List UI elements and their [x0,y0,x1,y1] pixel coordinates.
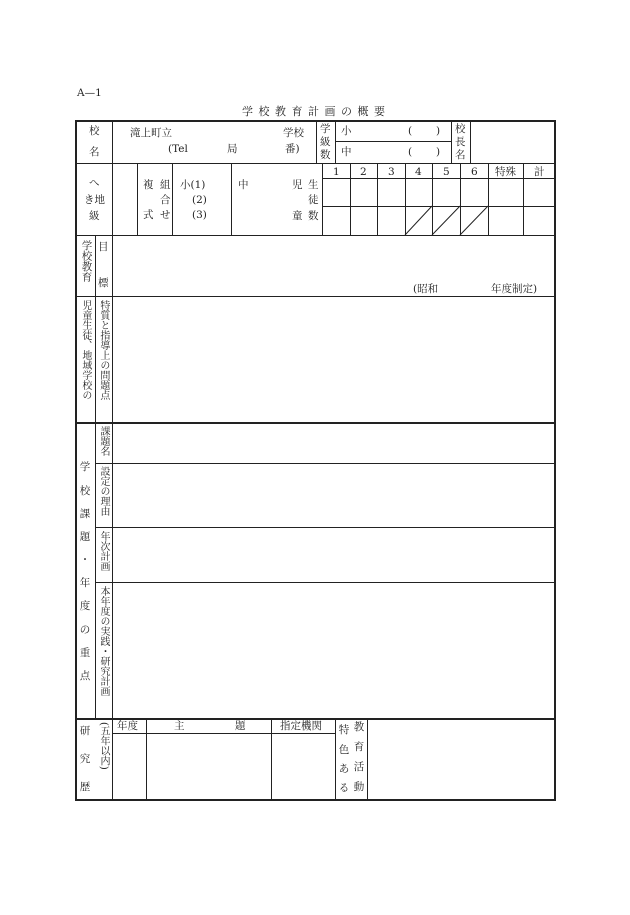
students-label-to: 徒 [308,194,319,206]
school-number-label-2: 番) [285,143,300,155]
page-title: 学 校 教 育 計 画 の 概 要 [242,105,386,118]
grade-header-5: 5 [443,166,450,178]
school-issues-char-3: 課 [79,508,91,520]
combined-label-shiki: 式 [143,209,154,221]
junior-high-paren-close: ) [436,146,441,158]
remote-label-2: き地 [84,194,105,206]
school-name-label-1: 校 [89,125,100,137]
exchange-label: 局 [227,143,238,155]
grade-header-total: 計 [534,166,545,178]
school-number-label-1: 学校 [283,127,304,139]
research-history-sub-label: (五年以内) [98,722,109,770]
elementary-label: 小 [341,125,352,137]
classes-label-1: 学 [320,123,331,135]
special-activity-char-3: あ [338,763,350,775]
school-issues-char-2: 校 [79,485,91,497]
research-history-char-1: 研 [79,725,91,737]
students-label-dou: 童 [292,210,303,222]
grade-header-special: 特殊 [495,166,516,178]
principal-label-1: 校 [455,123,466,135]
school-issues-char-10: 点 [79,670,91,682]
combined-label-fuku: 複 [143,179,154,191]
grade-header-4: 4 [415,166,422,178]
town-name: 滝上町立 [130,127,172,139]
special-activity-char-4: る [338,782,350,794]
principal-label-2: 長 [455,136,466,148]
classes-label-3: 数 [320,149,331,161]
reason-label: 設定の理由 [98,466,109,516]
grade-header-3: 3 [388,166,395,178]
goal-label-top: 目 [98,241,109,253]
school-issues-char-1: 学 [79,461,91,473]
students-label-suu: 数 [308,210,319,222]
special-activity-char-1: 特 [338,724,350,736]
school-issues-char-9: 重 [79,647,91,659]
tel-label: (Tel [168,143,188,155]
research-theme-header-2: 題 [235,720,246,732]
students-label-ji: 児 [292,179,303,191]
document-code: A—1 [77,87,102,99]
school-education-label: 学校教育 [80,240,93,282]
combined-elementary-2: (2) [192,194,207,206]
issue-name-label: 課題名 [98,426,109,456]
junior-high-paren-open: ( [408,146,413,158]
combined-label-ai: 合 [160,194,171,206]
special-activity-char-6: 育 [353,741,365,753]
elementary-paren-close: ) [436,125,441,137]
goal-label-bottom: 標 [98,277,109,289]
special-activity-char-2: 色 [338,744,350,756]
special-activity-char-8: 動 [353,781,365,793]
established-prefix: (昭和 [413,283,439,295]
school-issues-char-6: 年 [79,577,91,589]
special-activity-char-7: 活 [353,761,365,773]
classes-label-2: 級 [320,136,331,148]
elementary-paren-open: ( [408,125,413,137]
research-history-char-3: 歴 [79,781,91,793]
combined-label-se: せ [160,209,171,221]
students-label-sei: 生 [308,179,319,191]
diagonal-mark-grade-4 [405,206,432,235]
grade-header-2: 2 [360,166,367,178]
remote-label-3: 級 [89,210,100,222]
junior-high-label: 中 [341,146,352,158]
grade-header-1: 1 [333,166,340,178]
research-history-char-2: 究 [79,753,91,765]
combined-elementary-3: (3) [192,209,207,221]
school-issues-char-4: 題 [79,531,91,543]
current-plan-label: 本年度の実践・研究計画 [98,586,109,696]
combined-junior-high: 中 [238,179,249,191]
characteristics-label-col1: 児童生徒、地域学校の [79,300,91,400]
grade-header-6: 6 [471,166,478,178]
school-name-label-2: 名 [89,146,100,158]
diagonal-mark-grade-6 [460,206,488,235]
principal-label-3: 名 [455,149,466,161]
school-issues-char-8: の [79,624,91,636]
research-agency-header: 指定機関 [280,720,322,732]
established-suffix: 年度制定) [491,283,538,295]
diagonal-mark-grade-5 [432,206,460,235]
combined-elementary-1: 小(1) [180,179,206,191]
school-issues-char-5: ・ [79,554,91,566]
research-theme-header-1: 主 [174,720,185,732]
special-activity-char-5: 教 [353,721,365,733]
combined-label-kumi: 組 [160,179,171,191]
characteristics-label-col2: 特質と指導上の問題点 [97,300,109,400]
research-year-header: 年度 [117,720,138,732]
school-issues-char-7: 度 [79,600,91,612]
annual-plan-label: 年次計画 [98,531,109,571]
remote-label-1: へ [89,177,100,189]
